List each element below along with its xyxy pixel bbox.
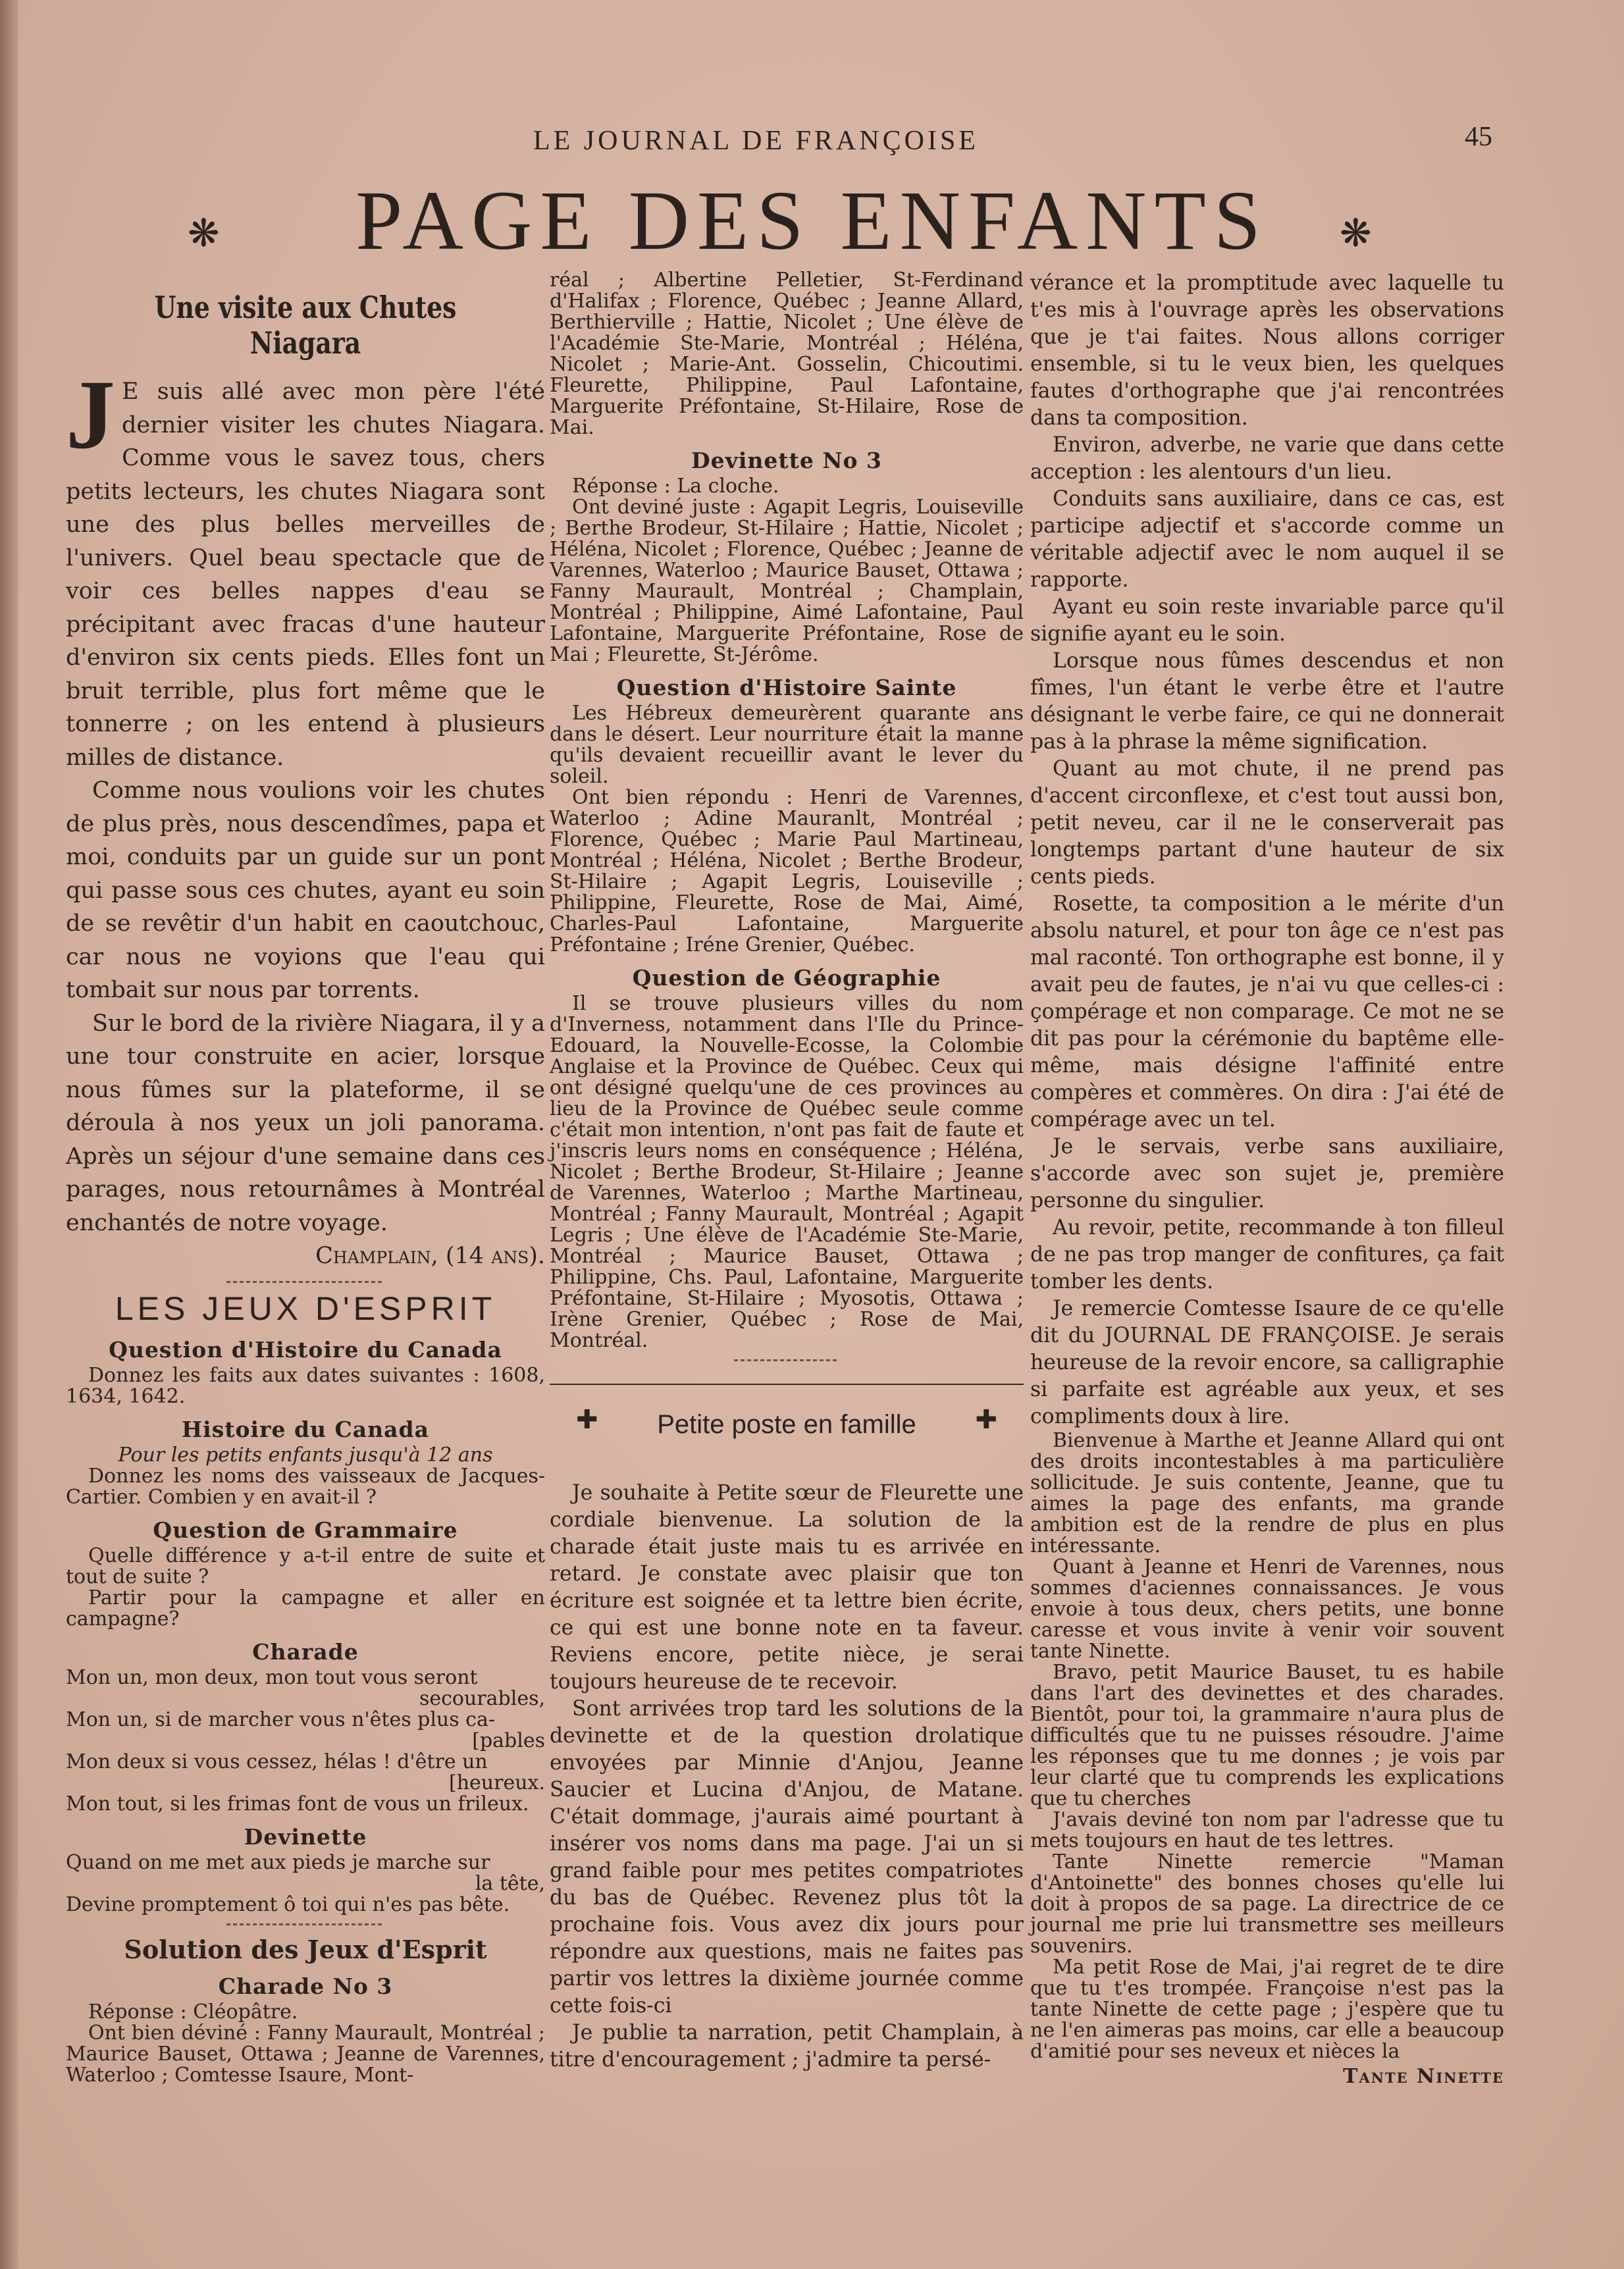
question-text: Partir pour la campagne et aller en campagne? <box>66 1586 545 1630</box>
article-paragraph: Comme nous voulions voir les chutes de plus près, nous descendîmes, papa et moi, conduits par un guide sur un pont qui passe sous ces chutes, ayant eu soin de se revêtir d'un habit en caoutchouc, car nous ne voyions que l'eau qui tombait sur nous par torrents. <box>66 777 545 1003</box>
letter-paragraph: Ma petit Rose de Mai, j'ai regret de te dire que tu t'es trompée. Françoise n'est pas la tante Ninette de cette page ; j'espère que tu ne l'en aimeras pas moins, car elle a beaucoup d'amitié pour ses neveux et nièces la <box>1030 1956 1504 2063</box>
verse-line: Quand on me met aux pieds je marche sur <box>66 1850 490 1874</box>
answer-list: Il se trouve plusieurs villes du nom d'Inverness, notamment dans l'Ile du Prince-Edouard, la Nouvelle-Ecosse, la Colombie Anglaise et la Province de Québec. Ceux qui ont désigné quelqu'une de ces provinces au lieu de la Province de Québec seule comme c'était mon intention, n'ont pas fait de faute et j'inscris leurs noms en conséquence ; Héléna, Nicolet ; Berthe Brodeur, St-Hilaire ; Jeanne de Varennes, Waterloo ; Marthe Martineau, Montréal ; Fanny Maurault, Montréal ; Agapit Legris ; Une élève de l'Académie Ste-Marie, Montréal ; Maurice Bauset, Ottawa ; Philippine, Chs. Paul, Lafontaine, Marguerite Préfontaine, St-Hilaire ; Myosotis, Ottawa ; Irène Grenier, Québec ; Rose de Mai, Montréal. <box>550 992 1024 1352</box>
letter-paragraph: Je remercie Comtesse Isaure de ce qu'elle dit du JOURNAL DE FRANÇOISE. Je serais heureuse de la revoir encore, sa calligraphie si parfaite est agréable aux yeux, et ses compliments doux à lire. <box>1030 1297 1504 1428</box>
letter-paragraph: Sont arrivées trop tard les solutions de la devinette et de la question drolatique envoyées par Minnie d'Anjou, Jeanne Saucier et Lucina d'Anjou, de Matane. C'était dommage, j'aurais aimé pourtant à insérer vos noms dans ma page. J'ai un si grand faible pour mes petites compatriotes du bas de Québec. Revenez plus tôt la prochaine fois. Vous avez dix jours pour répondre aux questions, mais ne faites pas partir vos lettres la dixième journée comme cette fois-ci <box>550 1697 1024 2018</box>
letter-paragraph: Quant au mot chute, il ne prend pas d'accent circonflexe, et c'est tout aussi bon, petit neveu, car il ne le conserverait pas longtemps partant d'une hauteur de six cents pieds. <box>1030 757 1504 889</box>
drop-cap: J <box>66 360 115 469</box>
question-text: Quelle différence y a-t-il entre de suite et tout de suite ? <box>66 1544 545 1588</box>
question-text: Donnez les faits aux dates suivantes : 1608, 1634, 1642. <box>66 1363 545 1408</box>
letter-paragraph: Au revoir, petite, recommande à ton filleul de ne pas trop manger de confitures, ça fait tomber les dents. <box>1030 1216 1504 1293</box>
article-heading: Une visite aux Chutes Niagara <box>154 290 457 361</box>
subheading: Charade No 3 <box>218 1973 393 1999</box>
letter-paragraph: Bravo, petit Maurice Bauset, tu es habile dans l'art des devinettes et des charades. Bientôt, pour toi, la grammaire n'aura plus de difficultés que tu ne puisses résoudre. J'aime les réponses que tu me donnes ; je vois par leur clarté que tu comprends les explications que tu cherches <box>1030 1661 1504 1810</box>
subheading: Question de Grammaire <box>153 1517 458 1543</box>
page-title: PAGE DES ENFANTS <box>355 174 1269 267</box>
ornament-icon: ❋ <box>188 211 220 255</box>
letter-paragraph: Je souhaite à Petite sœur de Fleurette une cordiale bienvenue. La solution de la charade était juste mais tu es arrivée en retard. Je constate avec plaisir que ton écriture est soignée et ta lettre bien écrite, ce qui est une bonne note en ta faveur. Reviens encore, petite nièce, je serai toujours heureuse de te recevoir. <box>550 1481 1024 1694</box>
letter-paragraph: vérance et la promptitude avec laquelle tu t'es mis à l'ouvrage après les observations que je t'ai faites. Nous allons corriger ensemble, si tu le veux bien, les quelques fautes d'orthographe que j'ai rencontrées dans ta composition. <box>1030 271 1504 430</box>
letter-paragraph: Lorsque nous fûmes descendus et non fîmes, l'un étant le verbe être et l'autre désignant le verbe faire, ce qui ne donnerait pas à la phrase la même signification. <box>1030 649 1504 754</box>
letter-paragraph: J'avais deviné ton nom par l'adresse que tu mets toujours en haut de tes lettres. <box>1030 1808 1504 1852</box>
section-title: LES JEUX D'ESPRIT <box>115 1290 496 1327</box>
verse-line: Mon deux si vous cessez, hélas ! d'être un <box>66 1750 488 1773</box>
subheading: Devinette No 3 <box>691 448 882 473</box>
answer-list: Ont bien déviné : Fanny Maurault, Montréal ; Maurice Bauset, Ottawa ; Jeanne de Varennes, Waterloo ; Comtesse Isaure, Mont- <box>66 2021 545 2087</box>
answer-list: Ont bien répondu : Henri de Varennes, Waterloo ; Adine Mauranlt, Montréal ; Florence, Québec ; Marie Paul Martineau, Montréal ; Héléna, Nicolet ; Berthe Brodeur, St-Hilaire ; Agapit Legris, Louiseville ; Philippine, Fleurette, Rose de Mai, Aimé, Charles-Paul Lafontaine, Marguerite Préfontaine ; Iréne Grenier, Québec. <box>550 786 1024 956</box>
signature: Champlain, (14 ans). <box>315 1243 545 1269</box>
verse-line: Devine promptement ô toi qui n'es pas bête. <box>66 1892 510 1916</box>
letter-paragraph: Environ, adverbe, ne varie que dans cette acception : les alentours d'un lieu. <box>1030 433 1504 484</box>
subheading: Question d'Histoire du Canada <box>109 1336 502 1363</box>
paragraph-text: E suis allé avec mon père l'été dernier visiter les chutes Niagara. Comme vous le savez tous, chers petits lecteurs, les chutes Niagara sont une des plus belles merveilles de l'univers. Quel beau spectacle que de voir ces belles nappes d'eau se précipitant avec fracas d'une hauteur d'environ six cents pieds. Elles font un bruit terrible, plus fort même que le tonnerre ; on les entend à plusieurs milles de distance. <box>66 378 545 771</box>
subheading: Solution des Jeux d'Esprit <box>124 1934 487 1964</box>
divider <box>226 1923 384 1925</box>
subheading-note: Pour les petits enfants jusqu'à 12 ans <box>118 1443 493 1467</box>
ornament-icon: ❋ <box>1340 211 1372 255</box>
verse-line: Mon un, si de marcher vous n'êtes plus ca- <box>66 1708 496 1731</box>
journal-title: LE JOURNAL DE FRANÇOISE <box>533 126 979 156</box>
divider <box>734 1359 839 1361</box>
letter-paragraph: Tante Ninette remercie "Maman d'Antoinette" des bonnes choses qu'elle lui doit à propos de sa page. La directrice de ce journal me prie lui transmettre ses meilleurs souvenirs. <box>1030 1850 1504 1958</box>
section-banner <box>550 1384 1024 1464</box>
letter-paragraph: Ayant eu soin reste invariable parce qu'il signifie ayant eu le soin. <box>1030 595 1504 646</box>
article-paragraph: Sur le bord de la rivière Niagara, il y a une tour construite en acier, lorsque nous fûmes sur la plateforme, il se déroula à nos yeux un joli panorama. Après un séjour d'une semaine dans ces parages, nous retournâmes à Montréal enchantés de notre voyage. <box>66 1010 545 1236</box>
verse-line: Mon un, mon deux, mon tout vous seront <box>66 1665 478 1689</box>
subheading: Histoire du Canada <box>182 1416 429 1442</box>
divider <box>226 1281 384 1283</box>
subheading: Devinette <box>244 1823 367 1850</box>
verse-line: secourables, <box>419 1686 545 1710</box>
subheading: Question d'Histoire Sainte <box>616 675 957 700</box>
section-title: Petite poste en famille <box>657 1410 916 1439</box>
column-right <box>1030 270 1504 2087</box>
letter-paragraph: Je publie ta narration, petit Champlain, à titre d'encouragement ; j'admire ta persé- <box>550 2021 1024 2072</box>
subheading: Charade <box>252 1638 359 1665</box>
letter-paragraph: Rosette, ta composition a le mérite d'un absolu naturel, et pour ton âge ce n'est pas mal raconté. Ton orthographe est bonne, il y avait peu de fautes, je n'ai vu que celles-ci : çompérage et non comparage. Ce mot ne se dit pas pour la cérémonie du baptême elle-même, mais désigne l'affinité entre compères et commères. On dira : J'ai été de compérage avec un tel. <box>1030 892 1504 1132</box>
page-edge <box>0 0 18 2269</box>
letter-paragraph: Bienvenue à Marthe et Jeanne Allard qui ont des droits incontestables à ma particulière sollicitude. Je suis contente, Jeanne, que tu aimes la page des enfants, ma grande ambition est de la rendre de plus en plus intéressante. <box>1030 1429 1504 1557</box>
letter-paragraph: Quant à Jeanne et Henri de Varennes, nous sommes d'aciennes connaissances. Je vous envoie à tous deux, chers petits, une bonne caresse et vous invite à venir voir souvent tante Ninette. <box>1030 1555 1504 1663</box>
page-header <box>0 122 1624 165</box>
answer-list: réal ; Albertine Pelletier, St-Ferdinand d'Halifax ; Florence, Québec ; Jeanne Allard, Berthierville ; Hattie, Nicolet ; Une élève de l'Académie Ste-Marie, Montréal ; Héléna, Nicolet ; Marie-Ant. Gosselin, Chicoutimi. Fleurette, Philippine, Paul Lafontaine, Marguerite Préfontaine, St-Hilaire, Rose de Mai. <box>550 269 1024 439</box>
verse-line: Mon tout, si les frimas font de vous un frileux. <box>66 1792 529 1815</box>
verse-line: [heureux. <box>449 1771 545 1794</box>
verse-line: la tête, <box>475 1871 545 1895</box>
cross-ornament-icon: ✚ <box>576 1405 598 1435</box>
letter-paragraph: Conduits sans auxiliaire, dans ce cas, est participe adjectif et s'accorde comme un véritable adjectif avec le nom auquel il se rapporte. <box>1030 487 1504 592</box>
answer-text: Réponse : Cléopâtre. <box>88 2000 298 2023</box>
column-left <box>66 270 545 2086</box>
subheading: Question de Géographie <box>632 965 941 991</box>
signature: Tante Ninette <box>1343 2065 1504 2088</box>
article-paragraph <box>66 360 545 774</box>
letter-paragraph: Je le servais, verbe sans auxiliaire, s'accorde avec son sujet je, première personne du singulier. <box>1030 1135 1504 1213</box>
cross-ornament-icon: ✚ <box>975 1405 997 1435</box>
answer-text: Les Hébreux demeurèrent quarante ans dans le désert. Leur nourriture était la manne qu'ils devaient recueillir avant le lever du soleil. <box>550 702 1024 788</box>
answer-text: Réponse : La cloche. <box>572 475 779 498</box>
verse-line: [pables <box>472 1729 545 1752</box>
page-number: 45 <box>1465 122 1492 152</box>
column-middle <box>550 270 1024 2073</box>
question-text: Donnez les noms des vaisseaux de Jacques-Cartier. Combien y en avait-il ? <box>66 1464 545 1509</box>
answer-list: Ont deviné juste : Agapit Legris, Louiseville ; Berthe Brodeur, St-Hilaire ; Hattie, Nicolet ; Héléna, Nicolet ; Florence, Québec ; Jeanne de Varennes, Waterloo ; Maurice Bauset, Ottawa ; Fanny Maurault, Montréal ; Champlain, Montréal ; Philippine, Aimé Lafontaine, Paul Lafontaine, Marguerite Préfontaine, Rose de Mai ; Fleurette, St-Jérôme. <box>550 496 1024 666</box>
